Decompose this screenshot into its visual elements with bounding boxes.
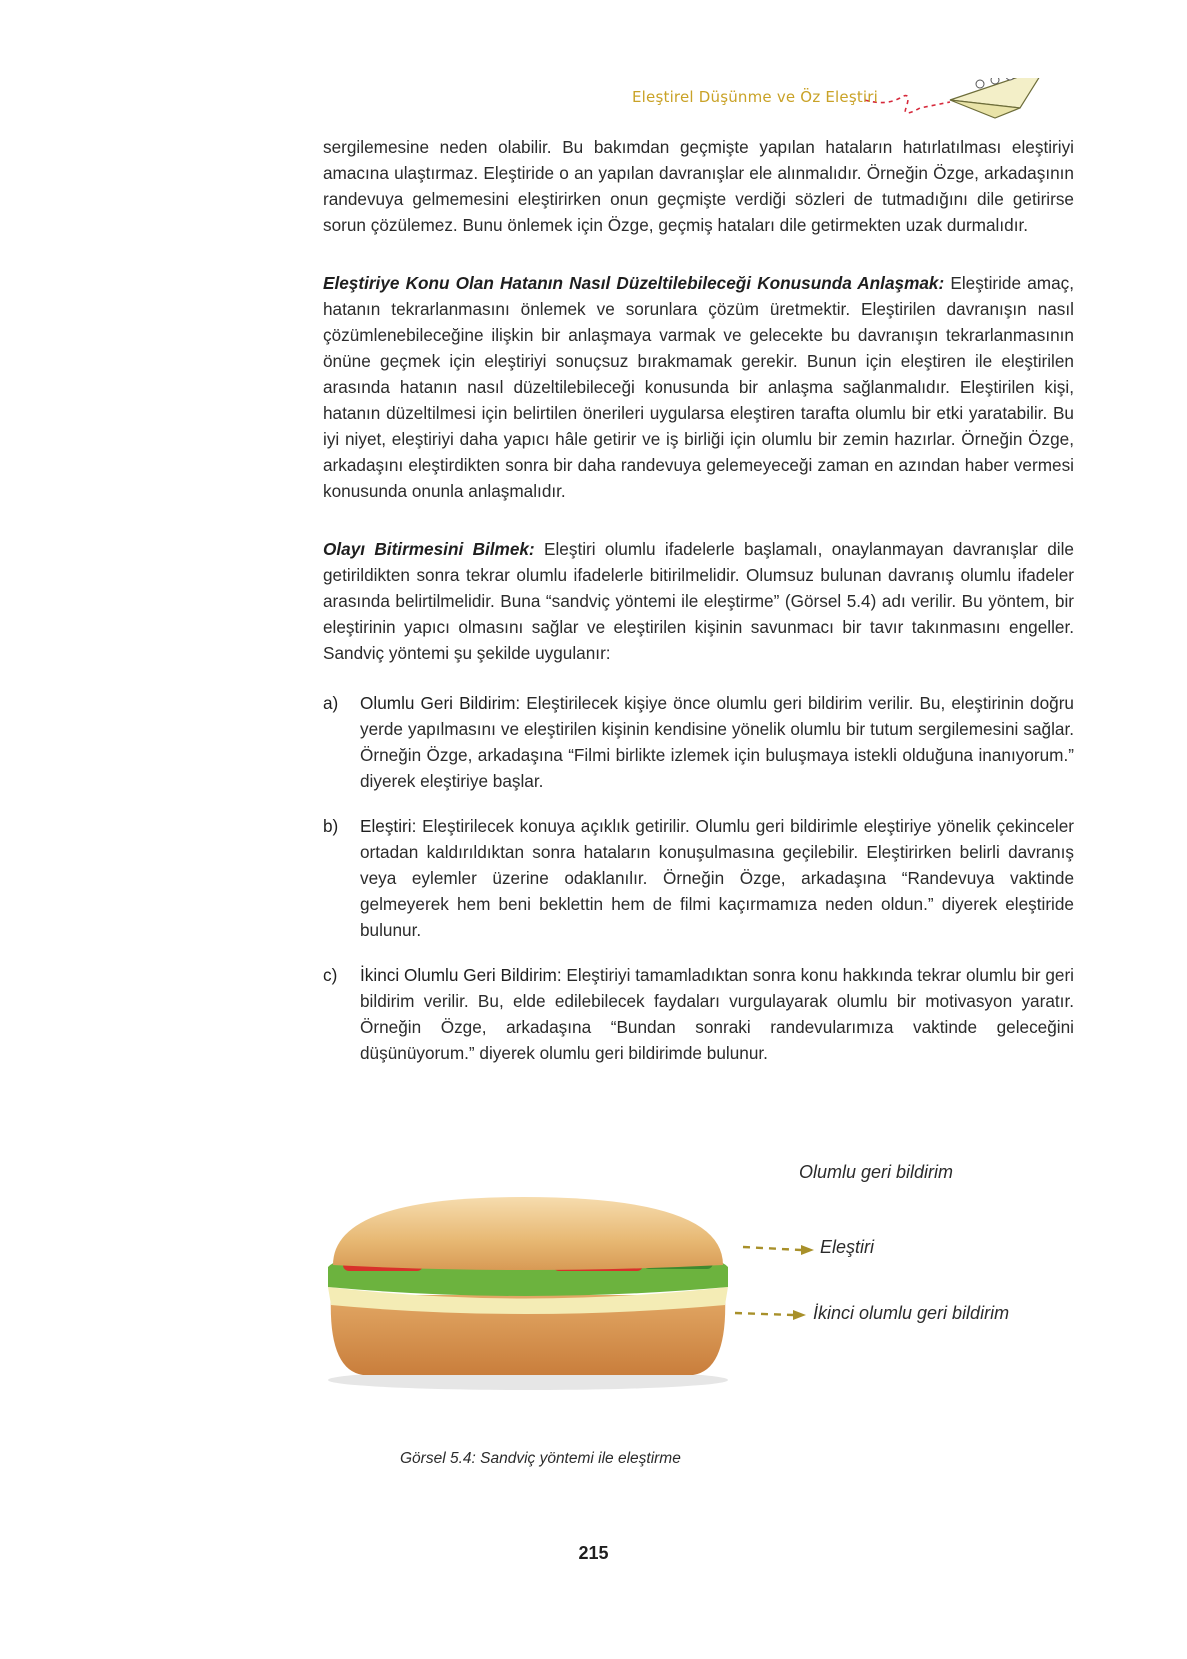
sandwich-steps-list [323,690,1074,1066]
main-content [323,134,1074,1085]
list-term: Olumlu Geri Bildirim: [360,693,521,713]
label-positive-feedback: Olumlu geri bildirim [799,1162,954,1182]
list-marker: a) [323,693,339,713]
list-text: Eleştirilecek konuya açıklık getirilir. Olumlu geri bildirimle eleştiriye yönelik çekinceler ortadan kaldırıldıktan sonra hataların konuşulmasına geçilebilir. Eleştirirken belirli davranış veya eylemler üzerine odaklanılır. Örneğin Özge, arkadaşına “Randevuya vaktinde gelmeyerek hem beni beklettin hem de filmi kaçırmamıza neden oldun.” diyerek eleştiride bulunur. [360,816,1074,940]
paragraph-text: sergilemesine neden olabilir. Bu bakımdan geçmişte yapılan hataların hatırlatılması eleştiriyi amacına ulaştırmaz. Eleştiride o an yapılan davranışlar ele alınmalıdır. Örneğin Özge, arkadaşının randevuya gelmemesini eleştirirken onun geçmişte verdiği sözleri de tutmadığını dile getirirse sorun çözülemez. Bunu önlemek için Özge, geçmiş hataları dile getirmekten uzak durmalıdır. [323,137,1074,235]
paragraph-lead: Eleştiriye Konu Olan Hatanın Nasıl Düzeltilebileceği Konusunda Anlaşmak: [323,273,945,293]
label-criticism: Eleştiri [820,1237,875,1257]
list-term: Eleştiri: [360,816,417,836]
page-header [620,78,1160,128]
paragraph-lead: Olayı Bitirmesini Bilmek: [323,539,535,559]
list-marker: b) [323,816,339,836]
paragraph-text: Eleştiride amaç, hatanın tekrarlanmasını önlemek ve sorunlara çözüm üretmektir. Eleştirilen davranışın nasıl çözümlenebileceğine ilişkin bir anlaşmaya varmak ve gelecekte bu davranışın tekrarlanmasının önüne geçmek için eleştiriyi sonuçsuz bırakmamak gerekir. Bunun için eleştiren ile eleştirilen arasında hatanın nasıl düzeltilebileceği konusunda bir anlaşma sağlanmalıdır. Eleştirilen kişi, hatanın düzeltilmesi için belirtilen önerileri uygularsa eleştiren tarafta olumlu bir etki yaratabilir. Bu iyi niyet, eleştiriyi daha yapıcı hâle getirir ve iş birliği için olumlu bir zemin hazırlar. Örneğin Özge, arkadaşını eleştirdikten sonra bir daha randevuya gelemeyeceği zaman en azından haber vermesi konusunda onunla anlaşmalıdır. [323,273,1074,501]
header-title: Eleştirel Düşünme ve Öz Eleştiri [632,88,879,106]
figure-caption: Görsel 5.4: Sandviç yöntemi ile eleştirme [400,1450,681,1467]
paragraph [323,270,1074,504]
page-number: 215 [578,1543,609,1563]
list-item [323,690,1074,794]
paragraph [323,536,1074,666]
label-second-positive-feedback: İkinci olumlu geri bildirim [813,1303,1010,1323]
list-marker: c) [323,965,338,985]
paragraph-text: Eleştiri olumlu ifadelerle başlamalı, onaylanmayan davranışlar dile getirildikten sonra tekrar olumlu ifadelerle bitirilmelidir. Olumsuz bulunan davranış olumlu ifadeler arasında belirtilmelidir. Buna “sandviç yöntemi ile eleştirme” (Görsel 5.4) adı verilir. Bu yöntem, bir eleştirinin yapıcı olmasını sağlar ve eleştirilen kişinin savunmacı bir tavır takınmasını engeller. Sandviç yöntemi şu şekilde uygulanır: [323,539,1074,663]
list-item [323,962,1074,1066]
sandwich-figure [323,1162,1103,1455]
list-text: Eleştirilecek kişiye önce olumlu geri bildirim verilir. Bu, eleştirinin doğru yerde yapılmasını ve eleştirilen kişinin kendisine yönelik olumlu bir tutum sergilemesini sağlar. Örneğin Özge, arkadaşına “Filmi birlikte izlemek için buluşmaya istekli olduğuna inanıyorum.” diyerek eleştiriye başlar. [360,693,1074,791]
paragraph [323,134,1074,238]
list-text: Eleştiriyi tamamladıktan sonra konu hakkında tekrar olumlu bir geri bildirim verilir. Bu, elde edilebilecek faydaları vurgulayarak olumlu bir motivasyon yaratır. Örneğin Özge, arkadaşına “Bundan sonraki randevularımıza vaktinde geleceğini düşünüyorum.” diyerek olumlu geri bildirimde bulunur. [360,965,1074,1063]
list-item [323,813,1074,943]
list-term: İkinci Olumlu Geri Bildirim: [360,965,562,985]
